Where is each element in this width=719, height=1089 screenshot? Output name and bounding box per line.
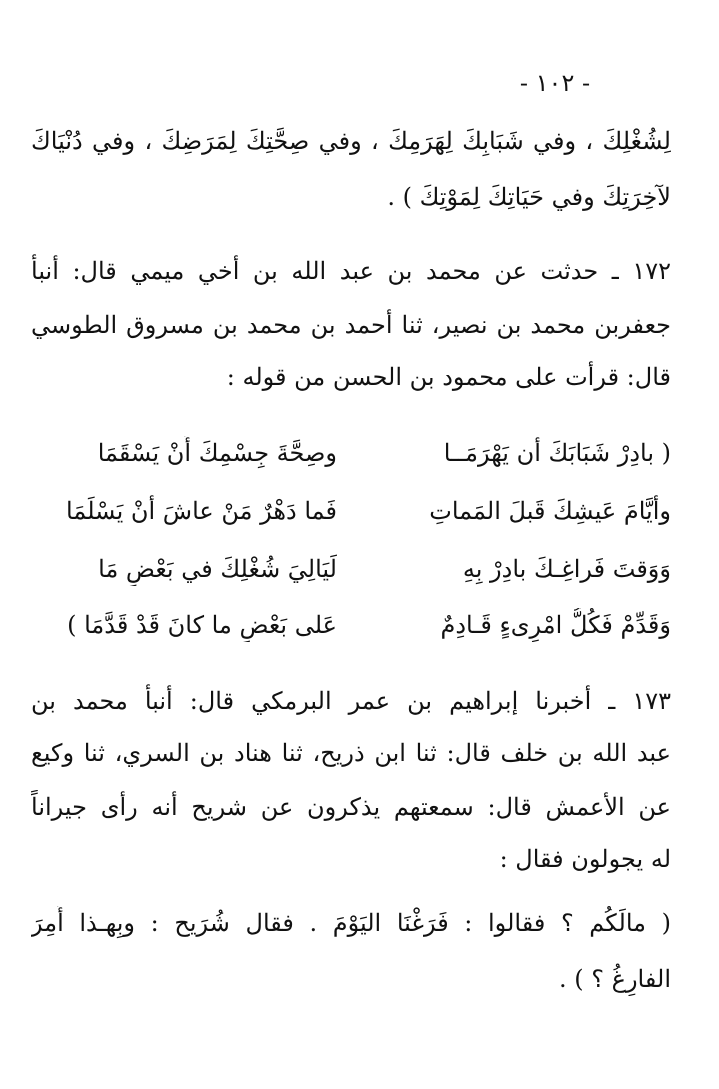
page-number: - ١٠٢ -: [519, 69, 591, 97]
closing-line-1: ( مالَكُم ؟ فقالوا : فَرَغْنَا اليَوْمَ . فقال شُرَيح : وبِهـذا أُمِرَ: [31, 909, 671, 937]
poem-verse-4-first: وَقَدِّمْ فَكُلُّ امْرِىءٍ قَـادِمٌ: [440, 611, 671, 639]
hadith-173-line-4: له يجولون فقال :: [499, 845, 671, 873]
poem-verse-3-second: لَيَالِيَ شُغْلِكَ في بَعْضِ مَا: [98, 555, 337, 583]
hadith-172-line-3: قال: قرأت على محمود بن الحسن من قوله :: [226, 363, 671, 391]
hadith-172-line-2: جعفربن محمد بن نصير، ثنا أحمد بن محمد بن مسروق الطوسي: [31, 311, 671, 339]
intro-line-1: لِشُغْلِكَ ، وفي شَبَابِكَ لِهَرَمِكَ ، وفي صِحَّتِكَ لِمَرَضِكَ ، وفي دُنْيَاكَ: [31, 127, 671, 155]
hadith-173-line-3: عن الأعمش قال: سمعتهم يذكرون عن شريح أنه رأى جيراناً: [31, 793, 671, 821]
hadith-172-line-1: ١٧٢ ـ حدثت عن محمد بن عبد الله بن أخي ميمي قال: أنبأ: [31, 257, 671, 285]
poem-verse-1-second: وصِحَّةَ جِسْمِكَ أَنْ يَسْقَمَا: [97, 439, 337, 467]
poem-verse-2-first: وأيَّامَ عَيشِكَ قَبلَ المَماتِ: [429, 497, 671, 525]
hadith-173-line-2: عبد الله بن خلف قال: ثنا ابن ذريح، ثنا هناد بن السري، ثنا وكيع: [31, 739, 671, 767]
closing-line-2: الفارِغُ ؟ ) .: [559, 965, 671, 993]
poem-verse-3-first: وَوَقتَ فَراغِـكَ بادِرْ بِهِ: [462, 555, 671, 583]
intro-line-2: لآخِرَتِكَ وفي حَيَاتِكَ لِمَوْتِكَ ) .: [387, 183, 671, 211]
poem-verse-2-second: فَما دَهْرٌ مَنْ عاشَ أنْ يَسْلَمَا: [66, 497, 337, 525]
hadith-173-line-1: ١٧٣ ـ أخبرنا إبراهيم بن عمر البرمكي قال: أنبأ محمد بن: [31, 687, 671, 715]
poem-verse-1-first: ( بادِرْ شَبَابَكَ أن يَهْرَمَــا: [443, 439, 671, 467]
poem-verse-4-second: عَلى بَعْضِ ما كانَ قَدْ قَدَّمَا ): [67, 611, 337, 639]
